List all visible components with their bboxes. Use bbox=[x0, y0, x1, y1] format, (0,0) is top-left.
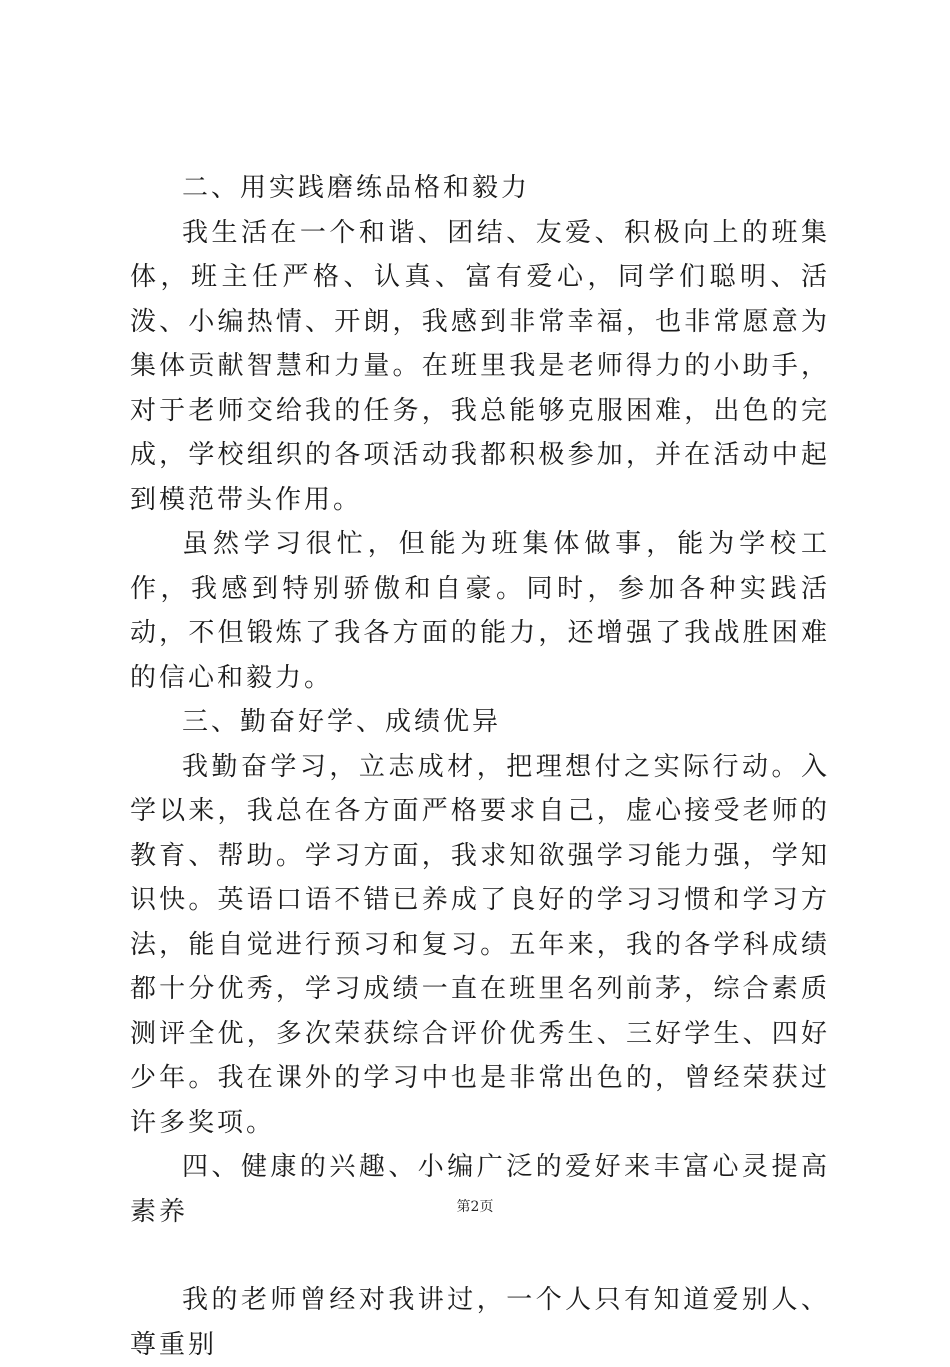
body-paragraph: 虽然学习很忙，但能为班集体做事，能为学校工作，我感到特别骄傲和自豪。同时，参加各种实践活动，不但锻炼了我各方面的能力，还增强了我战胜困难的信心和毅力。 bbox=[130, 529, 830, 693]
section-heading-interests: 四、健康的兴趣、小编广泛的爱好来丰富心灵提高素养 bbox=[130, 1152, 830, 1227]
body-paragraph: 我生活在一个和谐、团结、友爱、积极向上的班集体，班主任严格、认真、富有爱心，同学们聪明、活泼、小编热情、开朗，我感到非常幸福，也非常愿意为集体贡献智慧和力量。在班里我是老师得力的小助手，对于老师交给我的任务，我总能够克服困难，出色的完成，学校组织的各项活动我都积极参加，并在活动中起到模范带头作用。 bbox=[130, 217, 830, 515]
body-paragraph: 我的老师曾经对我讲过，一个人只有知道爱别人、尊重别 bbox=[130, 1285, 830, 1360]
section-heading-study: 三、勤奋好学、成绩优异 bbox=[182, 707, 502, 737]
body-paragraph: 我勤奋学习，立志成材，把理想付之实际行动。入学以来，我总在各方面严格要求自己，虚心接受老师的教育、帮助。学习方面，我求知欲强学习能力强，学知识快。英语口语不错已养成了良好的学习习惯和学习方法，能自觉进行预习和复习。五年来，我的各学科成绩都十分优秀，学习成绩一直在班里名列前茅，综合素质测评全优，多次荣获综合评价优秀生、三好学生、四好少年。我在课外的学习中也是非常出色的，曾经荣获过许多奖项。 bbox=[130, 751, 830, 1138]
document-body bbox=[130, 166, 830, 1367]
page-number: 第2页 bbox=[456, 1199, 494, 1215]
section-heading-practice: 二、用实践磨练品格和毅力 bbox=[182, 173, 531, 203]
